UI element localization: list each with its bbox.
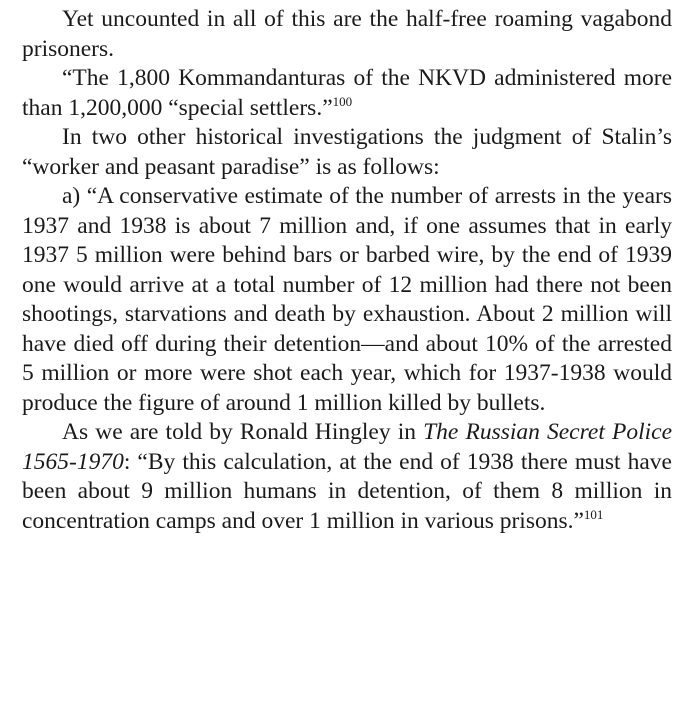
paragraph-kommandanturas [22,64,672,123]
paragraph-text: : “By this calculation, at the end of 1938 there must have been about 9 million humans in detention, of them 8 million in concentration camps and over 1 million in various prisons.” [22,448,672,534]
book-title: The Russian Secret Police 1565-1970 [22,419,672,475]
paragraph-hingley-quote [22,418,672,536]
paragraph-vagabond-prisoners [22,5,672,64]
paragraph-text: a) “A conservative estimate of the number of arrests in the years 1937 and 1938 is about 7 million and, if one assumes that in early 1937 5 million were behind bars or barbed wire, by the end of 1939 one would arrive at a total number of 12 million had there not been shootings, starvations and death by exhaustion. About 2 million will have died off during their detention—and about 10% of the arrested 5 million or more were shot each year, which for 1937-1938 would produce the figure of around 1 million killed by bullets. [22,183,672,416]
paragraph-text: “The 1,800 Kommandanturas of the NKVD administered more than 1,200,000 “special settlers.” [22,65,672,121]
paragraph-text: As we are told by Ronald Hingley in [62,419,424,445]
paragraph-conservative-estimate [22,182,672,418]
paragraph-historical-investigations [22,123,672,182]
footnote-marker: 101 [583,506,604,522]
body-text [22,5,672,536]
paragraph-text: In two other historical investigations the judgment of Stalin’s “worker and peasant paradise” is as follows: [22,124,672,180]
paragraph-text: Yet uncounted in all of this are the half-free roaming vagabond prisoners. [22,6,672,62]
footnote-marker: 100 [332,93,353,109]
